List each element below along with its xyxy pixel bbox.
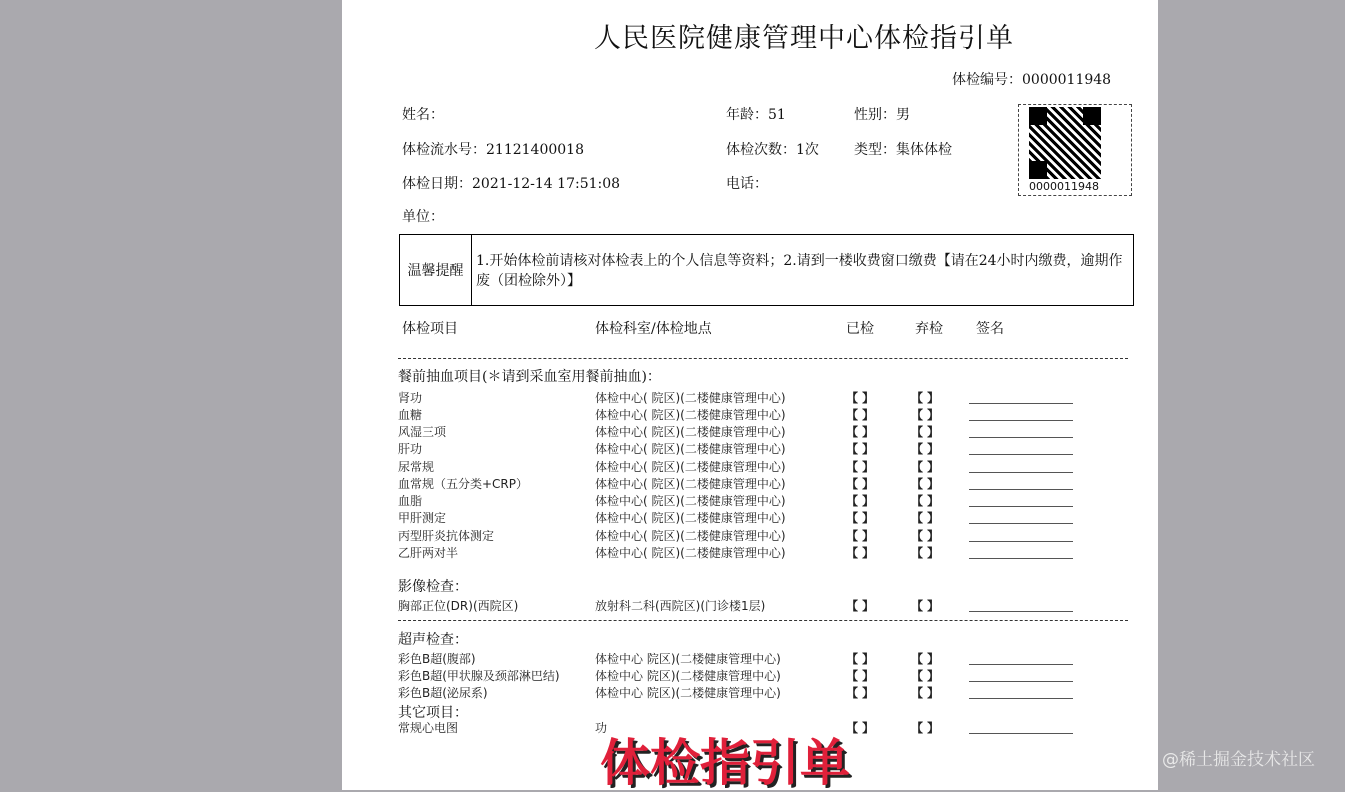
unit-field: 单位： bbox=[402, 209, 444, 225]
exam-item-name: 彩色B超(甲状腺及颈部淋巴结) bbox=[398, 669, 560, 683]
signature-line[interactable] bbox=[969, 420, 1073, 421]
header-done: 已检 bbox=[846, 321, 874, 337]
header-skip: 弃检 bbox=[915, 321, 943, 337]
signature-line[interactable] bbox=[969, 472, 1073, 473]
divider bbox=[398, 358, 1128, 359]
exam-item-name: 肾功 bbox=[398, 391, 423, 405]
skip-checkbox[interactable]: 【 】 bbox=[911, 546, 940, 560]
header-item: 体检项目 bbox=[402, 321, 458, 337]
done-checkbox[interactable]: 【 】 bbox=[846, 408, 875, 422]
qr-code-number: 0000011948 bbox=[1029, 180, 1099, 193]
done-checkbox[interactable]: 【 】 bbox=[846, 546, 875, 560]
exam-item-name: 血糖 bbox=[398, 408, 423, 422]
skip-checkbox[interactable]: 【 】 bbox=[911, 408, 940, 422]
name-field: 姓名： bbox=[402, 107, 444, 123]
exam-item-name: 血脂 bbox=[398, 494, 423, 508]
done-checkbox[interactable]: 【 】 bbox=[846, 442, 875, 456]
skip-checkbox[interactable]: 【 】 bbox=[911, 669, 940, 683]
signature-line[interactable] bbox=[969, 541, 1073, 542]
signature-line[interactable] bbox=[969, 489, 1073, 490]
signature-line[interactable] bbox=[969, 698, 1073, 699]
done-checkbox[interactable]: 【 】 bbox=[846, 721, 875, 735]
done-checkbox[interactable]: 【 】 bbox=[846, 652, 875, 666]
skip-checkbox[interactable]: 【 】 bbox=[911, 442, 940, 456]
exam-item-name: 肝功 bbox=[398, 442, 423, 456]
signature-line[interactable] bbox=[969, 611, 1073, 612]
exam-item-name: 风湿三项 bbox=[398, 425, 447, 439]
exam-item-location: 体检中心( 院区)(二楼健康管理中心) bbox=[595, 546, 786, 560]
exam-item-name: 常规心电图 bbox=[398, 721, 459, 735]
exam-item-name: 彩色B超(泌尿系) bbox=[398, 686, 488, 700]
exam-item-location: 体检中心( 院区)(二楼健康管理中心) bbox=[595, 511, 786, 525]
skip-checkbox[interactable]: 【 】 bbox=[911, 529, 940, 543]
signature-line[interactable] bbox=[969, 403, 1073, 404]
exam-item-location: 体检中心( 院区)(二楼健康管理中心) bbox=[595, 425, 786, 439]
watermark: @稀土掘金技术社区 bbox=[1162, 750, 1315, 770]
skip-checkbox[interactable]: 【 】 bbox=[911, 652, 940, 666]
gender-field: 性别：男 bbox=[854, 107, 910, 123]
section-title: 其它项目： bbox=[398, 705, 468, 721]
date-field: 体检日期：2021-12-14 17:51:08 bbox=[402, 176, 621, 192]
exam-item-location: 体检中心( 院区)(二楼健康管理中心) bbox=[595, 529, 786, 543]
serial-field: 体检流水号：21121400018 bbox=[402, 142, 584, 158]
header-dept: 体检科室/体检地点 bbox=[595, 321, 712, 337]
signature-line[interactable] bbox=[969, 506, 1073, 507]
done-checkbox[interactable]: 【 】 bbox=[846, 391, 875, 405]
done-checkbox[interactable]: 【 】 bbox=[846, 477, 875, 491]
skip-checkbox[interactable]: 【 】 bbox=[911, 599, 940, 613]
done-checkbox[interactable]: 【 】 bbox=[846, 460, 875, 474]
qr-code-box bbox=[1018, 104, 1132, 196]
divider bbox=[398, 620, 1128, 621]
exam-item-name: 乙肝两对半 bbox=[398, 546, 459, 560]
exam-item-name: 彩色B超(腹部) bbox=[398, 652, 476, 666]
header-sign: 签名 bbox=[976, 321, 1004, 337]
exam-item-location: 功 bbox=[595, 721, 608, 735]
exam-item-name: 胸部正位(DR)(西院区) bbox=[398, 599, 519, 613]
qr-code-icon bbox=[1029, 107, 1101, 179]
exam-item-location: 体检中心( 院区)(二楼健康管理中心) bbox=[595, 477, 786, 491]
signature-line[interactable] bbox=[969, 437, 1073, 438]
exam-item-name: 血常规（五分类+CRP） bbox=[398, 477, 529, 491]
signature-line[interactable] bbox=[969, 454, 1073, 455]
exam-item-location: 体检中心 院区)(二楼健康管理中心) bbox=[595, 686, 781, 700]
times-field: 体检次数：1次 bbox=[726, 142, 819, 158]
skip-checkbox[interactable]: 【 】 bbox=[911, 511, 940, 525]
overlay-caption: 体检指引单 bbox=[600, 734, 850, 792]
age-field: 年龄：51 bbox=[726, 107, 786, 123]
done-checkbox[interactable]: 【 】 bbox=[846, 425, 875, 439]
exam-item-name: 甲肝测定 bbox=[398, 511, 447, 525]
signature-line[interactable] bbox=[969, 733, 1073, 734]
exam-item-location: 体检中心 院区)(二楼健康管理中心) bbox=[595, 652, 781, 666]
skip-checkbox[interactable]: 【 】 bbox=[911, 494, 940, 508]
exam-item-location: 体检中心( 院区)(二楼健康管理中心) bbox=[595, 408, 786, 422]
phone-field: 电话： bbox=[726, 176, 768, 192]
section-title: 影像检查： bbox=[398, 579, 468, 595]
exam-item-location: 体检中心 院区)(二楼健康管理中心) bbox=[595, 669, 781, 683]
signature-line[interactable] bbox=[969, 523, 1073, 524]
exam-number: 体检编号：0000011948 bbox=[952, 72, 1112, 88]
skip-checkbox[interactable]: 【 】 bbox=[911, 425, 940, 439]
signature-line[interactable] bbox=[969, 664, 1073, 665]
section-title: 超声检查： bbox=[398, 632, 468, 648]
exam-item-location: 体检中心( 院区)(二楼健康管理中心) bbox=[595, 494, 786, 508]
skip-checkbox[interactable]: 【 】 bbox=[911, 391, 940, 405]
done-checkbox[interactable]: 【 】 bbox=[846, 511, 875, 525]
reminder-label: 温馨提醒 bbox=[400, 235, 472, 305]
done-checkbox[interactable]: 【 】 bbox=[846, 529, 875, 543]
skip-checkbox[interactable]: 【 】 bbox=[911, 686, 940, 700]
done-checkbox[interactable]: 【 】 bbox=[846, 669, 875, 683]
exam-item-name: 尿常规 bbox=[398, 460, 435, 474]
signature-line[interactable] bbox=[969, 558, 1073, 559]
exam-item-location: 体检中心( 院区)(二楼健康管理中心) bbox=[595, 442, 786, 456]
skip-checkbox[interactable]: 【 】 bbox=[911, 460, 940, 474]
exam-item-location: 体检中心( 院区)(二楼健康管理中心) bbox=[595, 391, 786, 405]
skip-checkbox[interactable]: 【 】 bbox=[911, 721, 940, 735]
exam-item-name: 丙型肝炎抗体测定 bbox=[398, 529, 495, 543]
done-checkbox[interactable]: 【 】 bbox=[846, 599, 875, 613]
type-field: 类型：集体体检 bbox=[854, 142, 952, 158]
signature-line[interactable] bbox=[969, 681, 1073, 682]
exam-item-location: 放射科二科(西院区)(门诊楼1层) bbox=[595, 599, 766, 613]
page-title: 人民医院健康管理中心体检指引单 bbox=[594, 23, 1014, 54]
done-checkbox[interactable]: 【 】 bbox=[846, 686, 875, 700]
section-title: 餐前抽血项目(＊请到采血室用餐前抽血)： bbox=[398, 369, 661, 385]
done-checkbox[interactable]: 【 】 bbox=[846, 494, 875, 508]
reminder-box bbox=[399, 234, 1134, 306]
exam-item-location: 体检中心( 院区)(二楼健康管理中心) bbox=[595, 460, 786, 474]
reminder-text: 1.开始体检前请核对体检表上的个人信息等资料；2.请到一楼收费窗口缴费【请在24小时内缴费，逾期作废（团检除外）】 bbox=[476, 253, 1123, 289]
skip-checkbox[interactable]: 【 】 bbox=[911, 477, 940, 491]
